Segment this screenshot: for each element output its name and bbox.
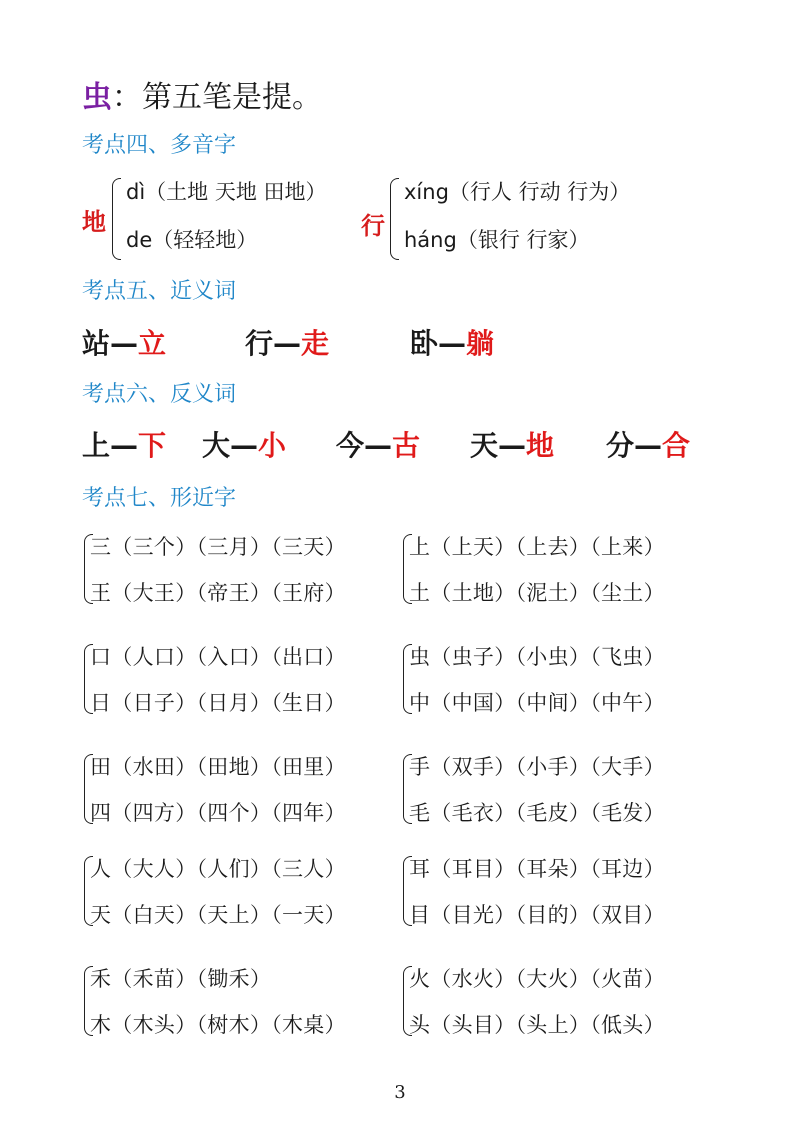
- polyphonic-reading: dì（土地 天地 田地）: [126, 180, 327, 204]
- similar-line: 虫（虫子）（小虫）（飞虫）: [409, 645, 665, 669]
- polyphonic-reading: xíng（行人 行动 行为）: [404, 180, 631, 204]
- similar-line: 田（水田）（田地）（田里）: [90, 755, 346, 779]
- synonym-pair: 卧—躺: [410, 327, 495, 360]
- similar-line: 日（日子）（日月）（生日）: [90, 691, 346, 715]
- similar-line: 木（木头）（树木）（木桌）: [90, 1013, 346, 1037]
- brace: [112, 178, 121, 260]
- similar-line: 口（人口）（入口）（出口）: [90, 645, 346, 669]
- stroke-note-text: ：第五笔是提。: [112, 80, 322, 115]
- synonym-pair: 站—立: [82, 327, 167, 360]
- heading-synonyms: 考点五、近义词: [82, 279, 237, 304]
- heading-polyphonic: 考点四、多音字: [82, 133, 237, 158]
- polyphonic-char: 行: [361, 212, 385, 240]
- similar-line: 禾（禾苗）（锄禾）: [90, 967, 272, 991]
- polyphonic-reading: de（轻轻地）: [126, 228, 258, 252]
- heading-antonyms: 考点六、反义词: [82, 382, 237, 407]
- page-number: 3: [394, 1082, 406, 1103]
- synonym-pair: 行—走: [245, 327, 330, 360]
- antonym-pair: 大—小: [202, 429, 287, 462]
- similar-line: 火（水火）（大火）（火苗）: [409, 967, 665, 991]
- similar-line: 毛（毛衣）（毛皮）（毛发）: [409, 801, 665, 825]
- similar-line: 四（四方）（四个）（四年）: [90, 801, 346, 825]
- antonym-pair: 天—地: [470, 429, 555, 462]
- antonym-pair: 分—合: [606, 429, 691, 462]
- stroke-note: [82, 72, 322, 116]
- similar-line: 手（双手）（小手）（大手）: [409, 755, 665, 779]
- antonym-pair: 上—下: [82, 429, 167, 462]
- similar-line: 三（三个）（三月）（三天）: [90, 535, 346, 559]
- similar-line: 天（白天）（天上）（一天）: [90, 903, 346, 927]
- similar-line: 中（中国）（中间）（中午）: [409, 691, 665, 715]
- polyphonic-reading: háng（银行 行家）: [404, 228, 590, 252]
- similar-line: 人（大人）（人们）（三人）: [90, 857, 346, 881]
- antonym-pair: 今—古: [336, 429, 421, 462]
- polyphonic-char: 地: [82, 208, 106, 236]
- brace: [390, 178, 399, 260]
- similar-line: 王（大王）（帝王）（王府）: [90, 581, 346, 605]
- similar-line: 上（上天）（上去）（上来）: [409, 535, 665, 559]
- stroke-note-char: 虫: [82, 80, 112, 115]
- similar-line: 头（头目）（头上）（低头）: [409, 1013, 665, 1037]
- heading-similar-chars: 考点七、形近字: [82, 486, 237, 511]
- similar-line: 目（目光）（目的）（双目）: [409, 903, 665, 927]
- similar-line: 耳（耳目）（耳朵）（耳边）: [409, 857, 665, 881]
- similar-line: 土（土地）（泥土）（尘土）: [409, 581, 665, 605]
